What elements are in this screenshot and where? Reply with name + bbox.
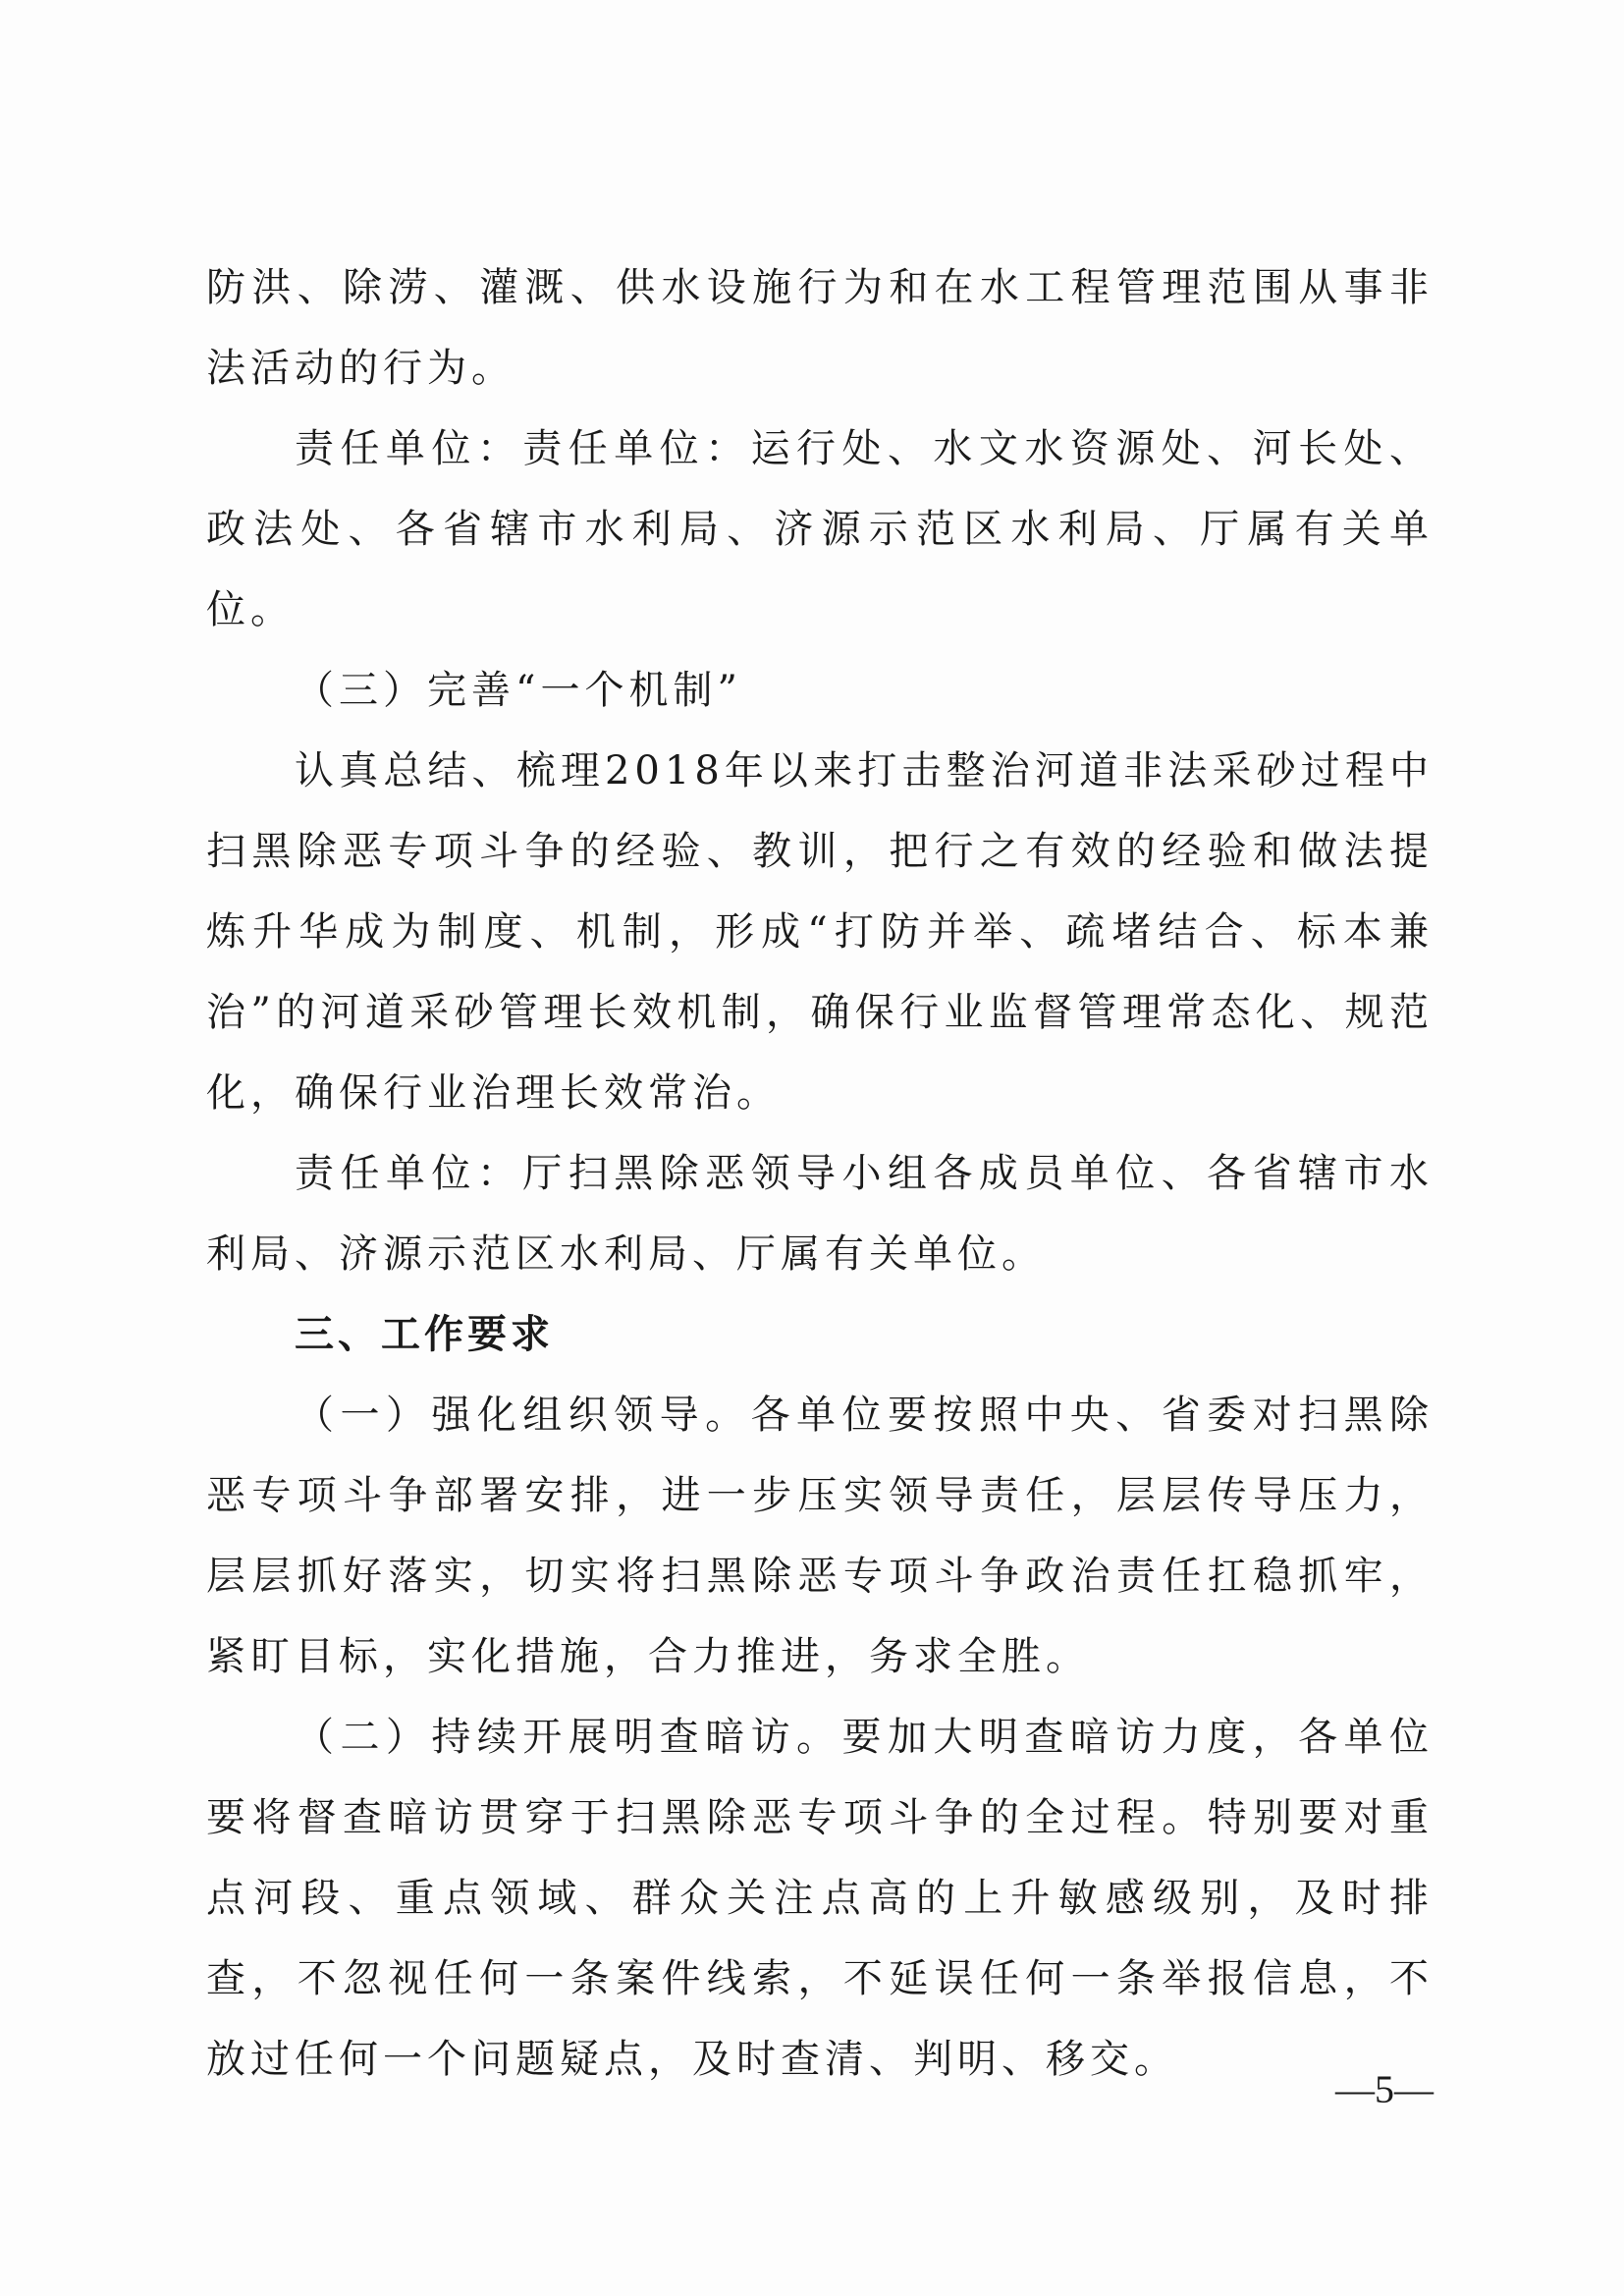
paragraph-5: 责任单位：厅扫黑除恶领导小组各成员单位、各省辖市水利局、济源示范区水利局、厅属有关单位。 [206, 1151, 1434, 1277]
section-heading: 三、工作要求 [295, 1312, 554, 1357]
page-number: —5— [1335, 2067, 1434, 2111]
subheading-3: （三）完善“一个机制” [295, 668, 742, 713]
paragraph-1: 防洪、除涝、灌溉、供水设施行为和在水工程管理范围从事非法活动的行为。 [206, 265, 1434, 391]
paragraph-7: （一）强化组织领导。各单位要按照中央、省委对扫黑除恶专项斗争部署安排，进一步压实领导责任，层层传导压力，层层抓好落实，切实将扫黑除恶专项斗争政治责任扛稳抓牢，紧盯目标，实化措施，合力推进，务求全胜。 [206, 1393, 1434, 1679]
document-body [206, 247, 1434, 2100]
paragraph-4: 认真总结、梳理2018年以来打击整治河道非法采砂过程中扫黑除恶专项斗争的经验、教训，把行之有效的经验和做法提炼升华成为制度、机制，形成“打防并举、疏堵结合、标本兼治”的河道采砂管理长效机制，确保行业监督管理常态化、规范化，确保行业治理长效常治。 [206, 748, 1434, 1116]
paragraph-8: （二）持续开展明查暗访。要加大明查暗访力度，各单位要将督查暗访贯穿于扫黑除恶专项斗争的全过程。特别要对重点河段、重点领域、群众关注点高的上升敏感级别，及时排查，不忽视任何一条案件线索，不延误任何一条举报信息，不放过任何一个问题疑点，及时查清、判明、移交。 [206, 1715, 1434, 2082]
paragraph-2: 责任单位：责任单位：运行处、水文水资源处、河长处、政法处、各省辖市水利局、济源示范区水利局、厅属有关单位。 [206, 426, 1434, 632]
